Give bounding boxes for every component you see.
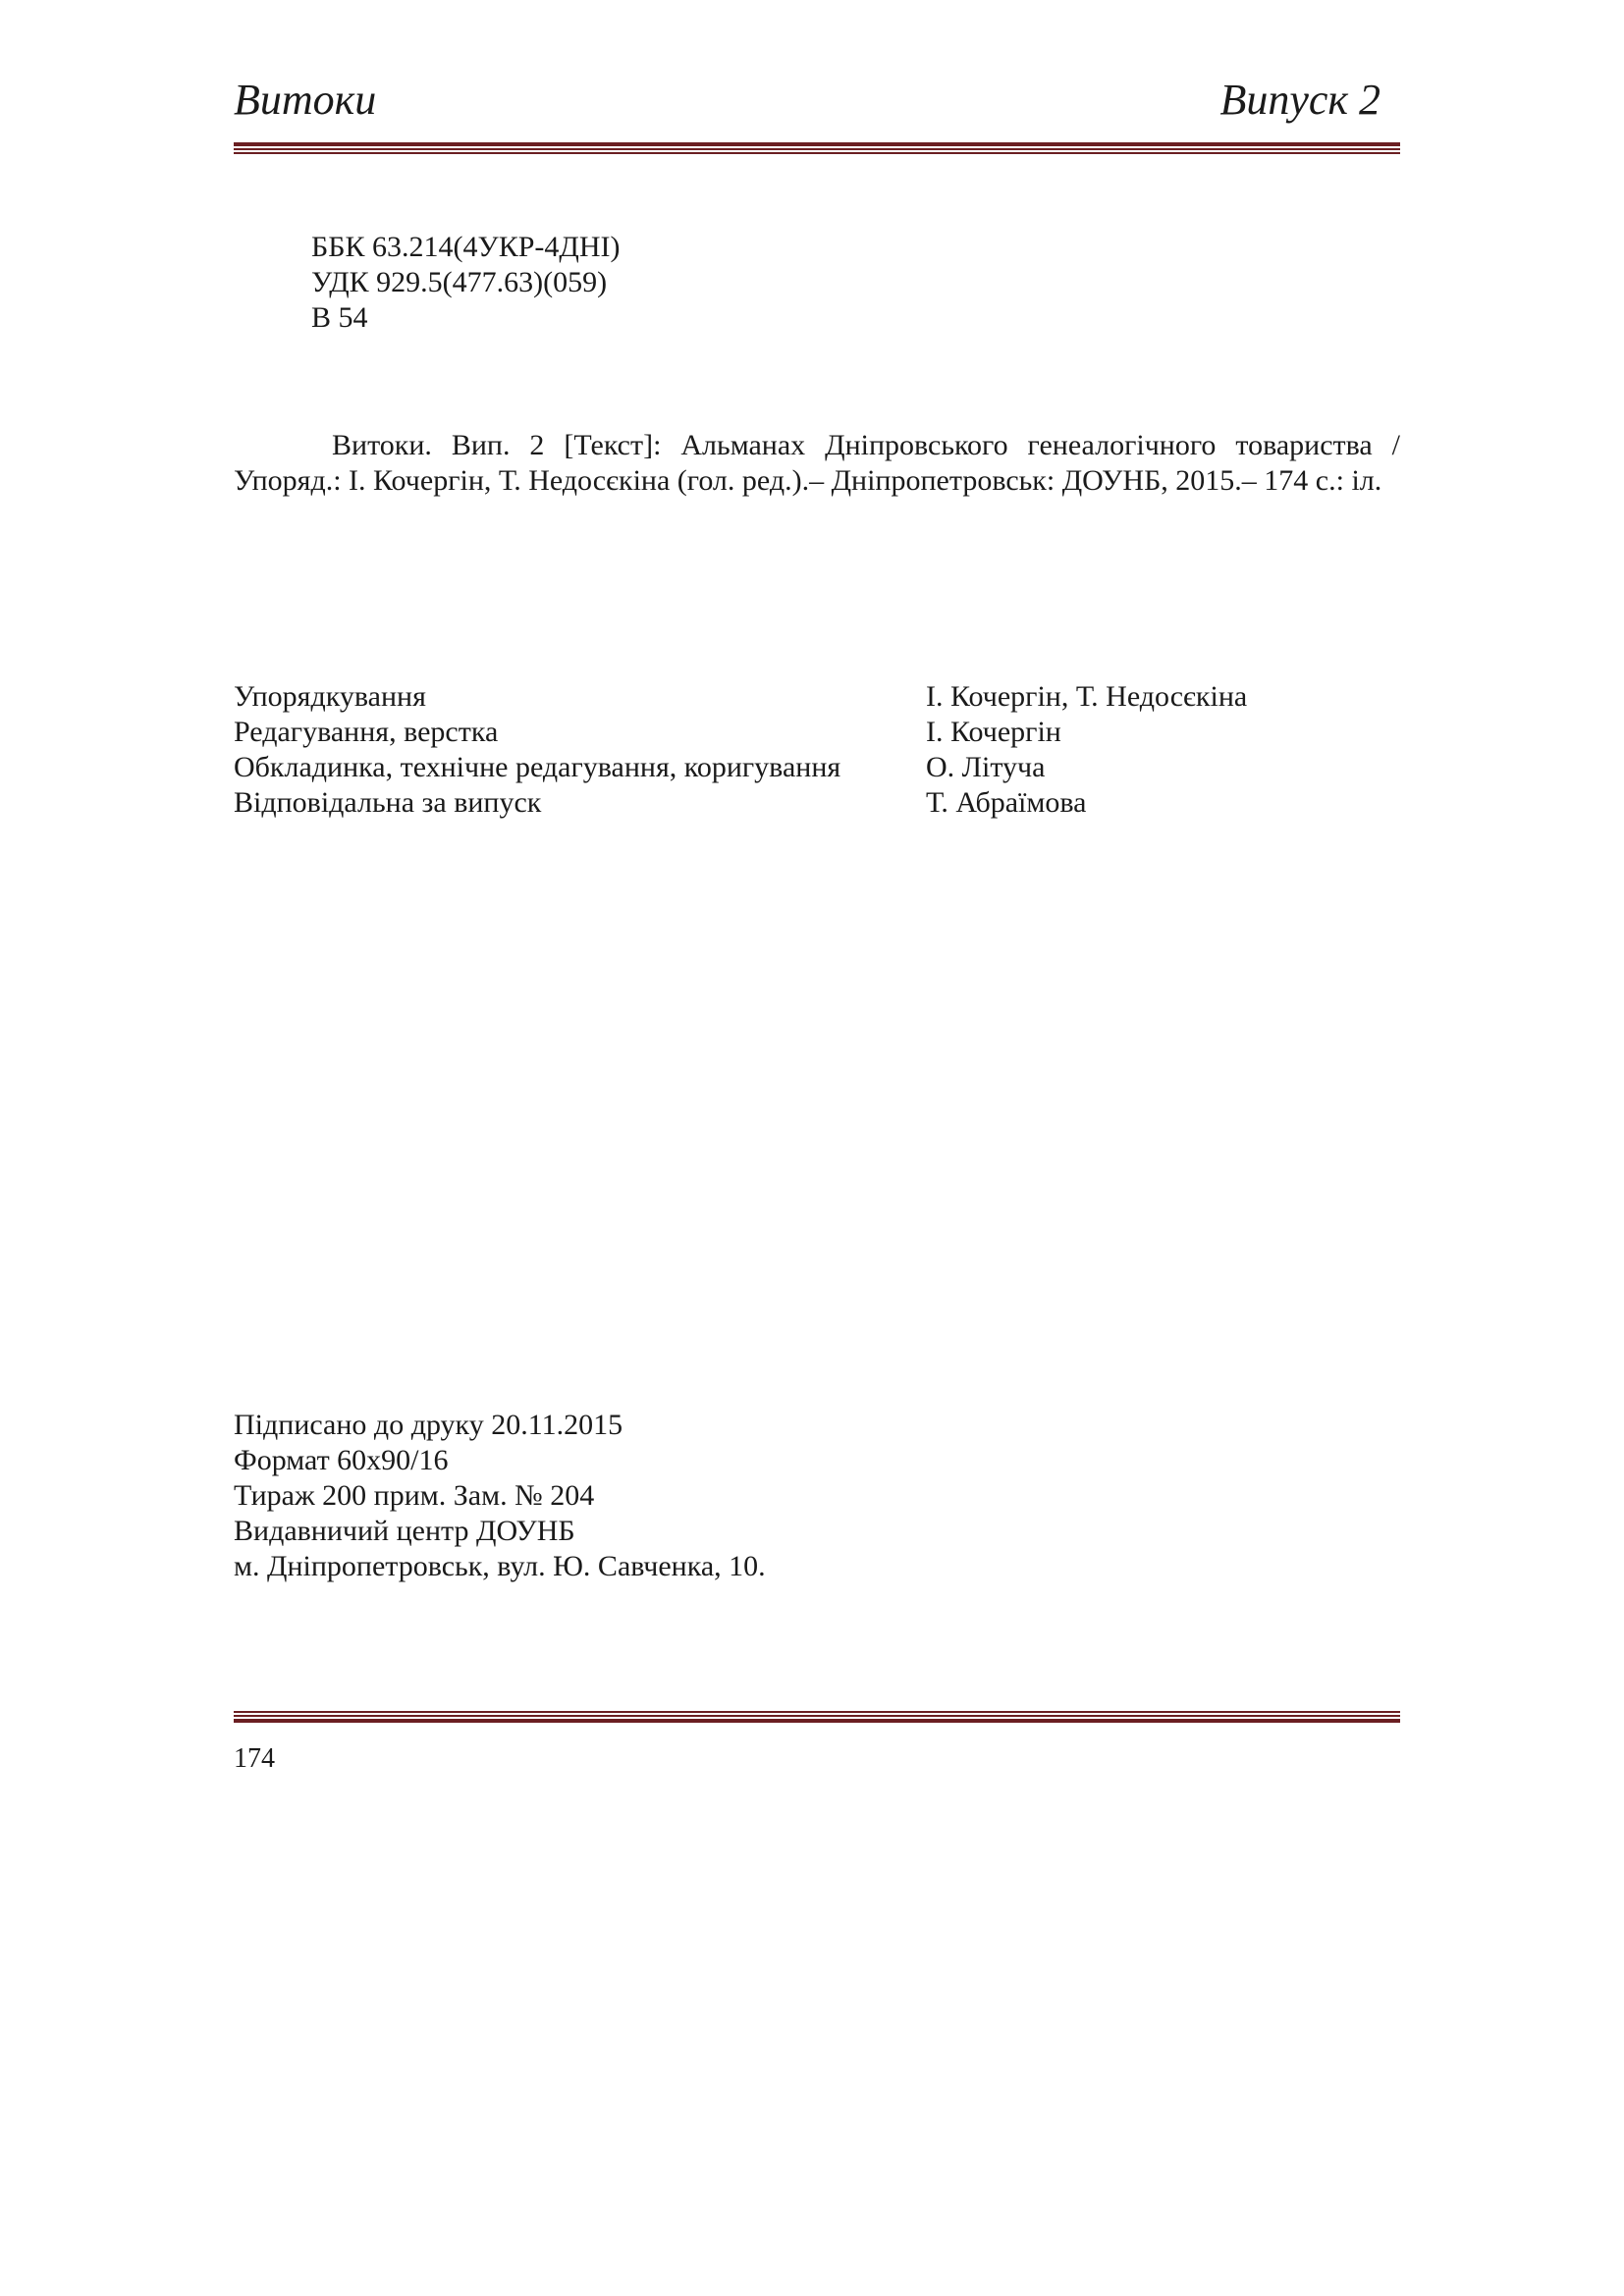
imprint-block [234, 1408, 766, 1584]
credit-name: Т. Абраїмова [926, 786, 1087, 819]
credit-role: Обкладинка, технічне редагування, коригування [234, 751, 841, 783]
credit-role: Відповідальна за випуск [234, 786, 542, 819]
imprint-line: Видавничий центр ДОУНБ [234, 1515, 575, 1547]
credit-role: Упорядкування [234, 680, 426, 713]
running-header-issue: Випуск 2 [1219, 76, 1380, 124]
credit-row [234, 750, 1314, 785]
credit-name: І. Кочергін, Т. Недосєкіна [926, 680, 1248, 713]
imprint-line: Формат 60х90/16 [234, 1444, 449, 1476]
imprint-line: Підписано до друку 20.11.2015 [234, 1409, 623, 1441]
credit-name: І. Кочергін [926, 716, 1061, 748]
credit-name: О. Літуча [926, 751, 1046, 783]
author-mark: В 54 [311, 301, 368, 334]
udk-code: УДК 929.5(477.63)(059) [311, 266, 608, 298]
bbk-code: ББК 63.214(4УКР-4ДНІ) [311, 231, 621, 263]
imprint-line: Тираж 200 прим. Зам. № 204 [234, 1479, 595, 1512]
bibliographic-entry: Витоки. Вип. 2 [Текст]: Альманах Дніпровського генеалогічного товариства / Упоряд.: І. Кочергін, Т. Недосєкіна (гол. ред.).– Дніпропетровськ: ДОУНБ, 2015.– 174 с.: іл. [234, 429, 1400, 497]
credit-row [234, 679, 1314, 715]
running-header-title: Витоки [234, 76, 377, 124]
credits-list [234, 679, 1314, 821]
credit-row [234, 715, 1314, 750]
credit-role: Редагування, верстка [234, 716, 499, 748]
imprint-line: м. Дніпропетровськ, вул. Ю. Савченка, 10. [234, 1550, 766, 1582]
classification-codes [311, 230, 621, 336]
header-rule [234, 142, 1400, 154]
footer-rule [234, 1711, 1400, 1723]
page-number: 174 [234, 1743, 275, 1774]
credit-row [234, 785, 1314, 821]
